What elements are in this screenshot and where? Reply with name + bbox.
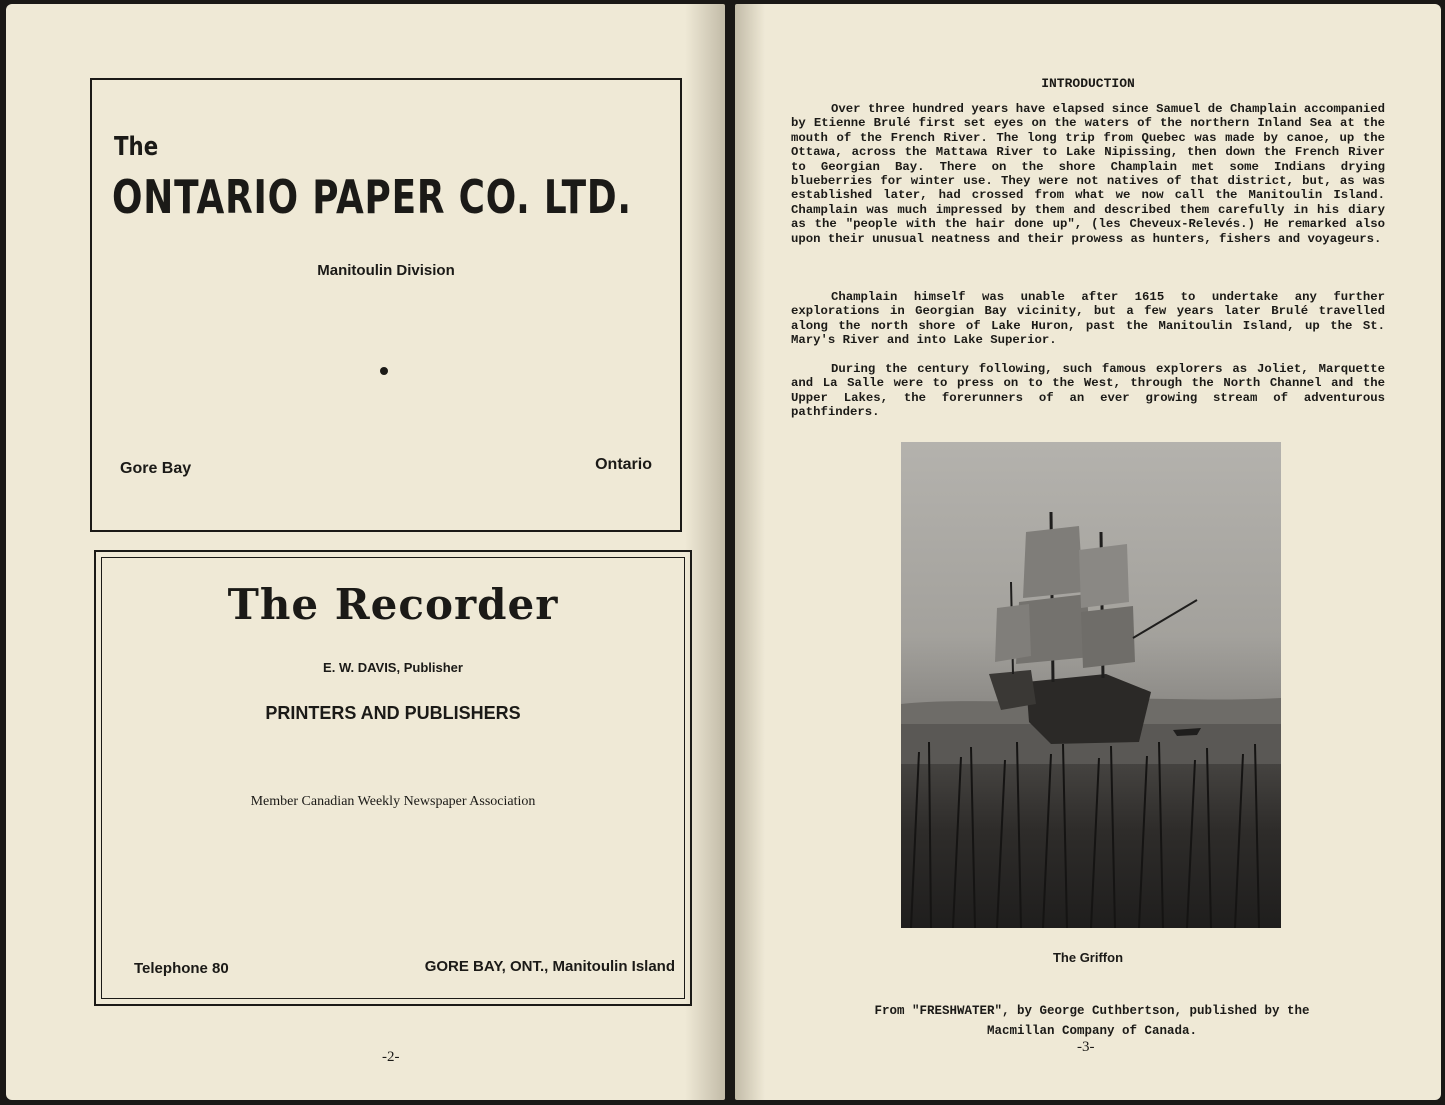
griffon-ship-photo [901, 442, 1281, 928]
recorder-ad [94, 550, 692, 1006]
page-title: INTRODUCTION [1041, 76, 1135, 91]
left-page [6, 4, 725, 1100]
recorder-address: GORE BAY, ONT., Manitoulin Island [424, 958, 675, 975]
division-name: Manitoulin Division [317, 262, 455, 279]
recorder-telephone: Telephone 80 [134, 960, 229, 977]
ad-province: Ontario [595, 456, 652, 473]
intro-paragraph-3: During the century following, such famous explorers as Joliet, Marquette and La Salle were to press on to the West, through the North Channel and the Upper Lakes, the forerunners of an ever growing stream of adventurous pathfinders. [791, 362, 1385, 420]
intro-paragraph-2: Champlain himself was unable after 1615 to undertake any further explorations in Georgian Bay vicinity, but a few years later Brulé travelled along the north shore of Lake Huron, past the Manitoulin Island, up the St. Mary's River and into Lake Superior. [791, 290, 1385, 348]
page-number-right: -3- [1077, 1039, 1095, 1055]
recorder-masthead: The Recorder [227, 580, 559, 629]
credit-line-1: From "FRESHWATER", by George Cuthbertson, published by the [874, 1004, 1310, 1018]
photo-credit [795, 1001, 1389, 1041]
ad-city: Gore Bay [120, 460, 192, 477]
recorder-publisher: E. W. DAVIS, Publisher [323, 660, 463, 675]
right-page [735, 4, 1441, 1100]
photo-caption: The Griffon [1052, 950, 1124, 965]
credit-line-2: Macmillan Company of Canada. [986, 1024, 1198, 1038]
page-number-left: -2- [382, 1049, 400, 1065]
recorder-services: PRINTERS AND PUBLISHERS [265, 703, 521, 723]
ship-illustration [901, 442, 1281, 928]
gutter-shadow [735, 4, 765, 1100]
recorder-membership: Member Canadian Weekly Newspaper Association [250, 794, 536, 809]
ad-the-word: The [114, 132, 159, 162]
intro-paragraph-1: Over three hundred years have elapsed since Samuel de Champlain accompanied by Etienne Brulé first set eyes on the waters of the northern Inland Sea at the mouth of the French River. The long trip from Quebec was made by canoe, up the Ottawa, across the Mattawa River to Lake Nipissing, then down the French River to Georgian Bay. There on the shore Champlain met some Indians drying blueberries for winter use. They were not natives of that district, but, as was established later, had crossed from what we now call the Manitoulin Island. Champlain was much impressed by them and described them carefully in his diary as the "people with the hair done up", (les Cheveux-Relevés.) He remarked also upon their unusual neatness and their prowess as hunters, fishers and voyageurs. [791, 102, 1385, 246]
ontario-paper-ad [90, 78, 682, 532]
bullet-dot [380, 367, 388, 375]
company-name: ONTARIO PAPER CO. LTD. [112, 170, 632, 224]
